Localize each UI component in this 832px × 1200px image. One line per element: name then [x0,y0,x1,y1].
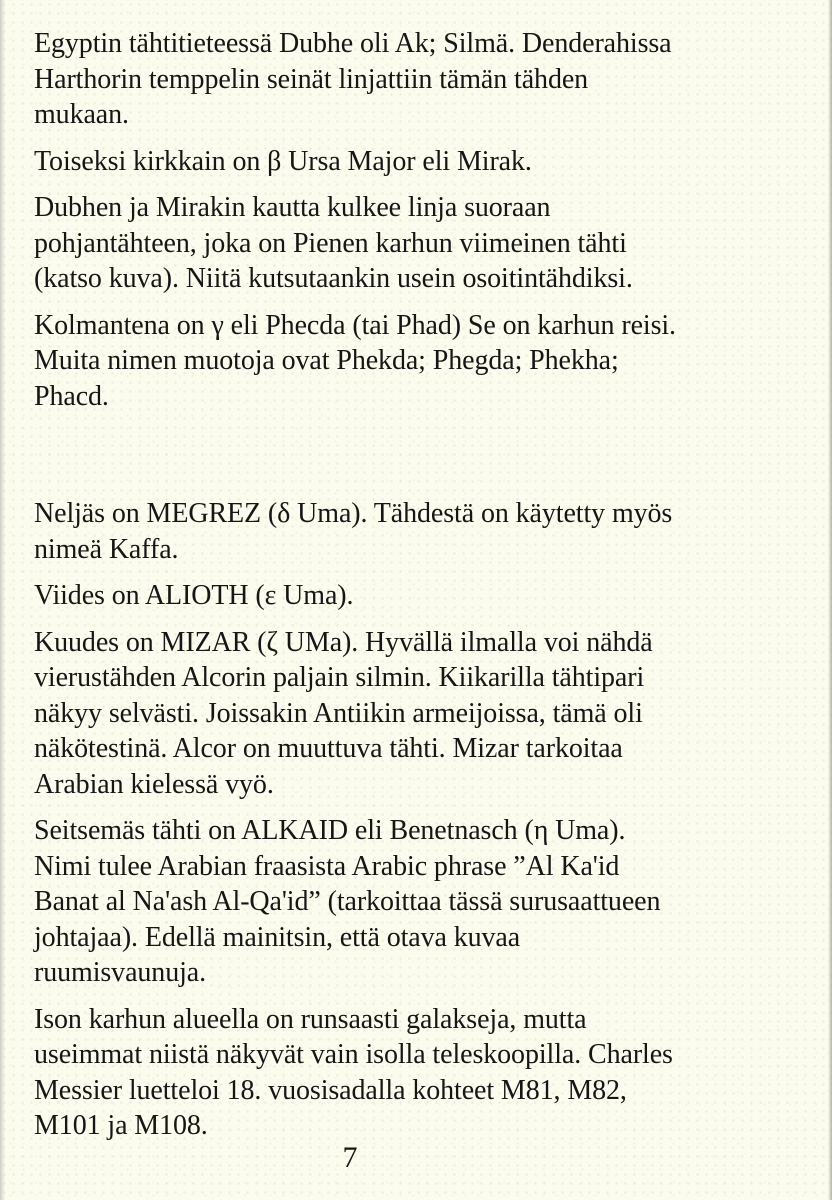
text-line: Ison karhun alueella on runsaasti galakseja, mutta [34,1003,587,1035]
paragraph-galaxies [34,1002,814,1144]
text-line: ruumisvaunuja. [34,957,207,988]
text-line: näkyy selvästi. Joissakin Antiikin armeijoissa, tämä oli [34,697,643,729]
text-line: Egyptin tähtitieteessä Dubhe oli Ak; Silmä. Denderahissa [34,28,672,59]
page-number: 7 [342,1141,358,1174]
text-line: Banat al Na'ash Al-Qa'id” (tarkoittaa tässä surusaattueen [34,886,661,917]
text-line: Kolmantena on γ eli Phecda (tai Phad) Se on karhun reisi. [34,309,676,341]
paragraph-pointer-stars [34,190,814,297]
paragraph-mirak [34,144,814,180]
text-line: Arabian kielessä vyö. [34,768,274,800]
scan-edge-left [0,0,5,1200]
text-line: (katso kuva). Niitä kutsutaankin usein osoitintähdiksi. [34,263,633,294]
text-line: mukaan. [34,99,129,130]
text-line: Kuudes on MIZAR (ζ UMa). Hyvällä ilmalla voi nähdä [34,626,653,658]
text-line: johtajaa). Edellä mainitsin, että otava kuvaa [34,921,521,953]
text-line: näkötestinä. Alcor on muuttuva tähti. Mizar tarkoitaa [34,733,623,764]
text-line: Muita nimen muotoja ovat Phekda; Phegda; Phekha; [34,345,619,376]
paragraph-megrez [34,496,814,567]
text-line: vierustähden Alcorin paljain silmin. Kiikarilla tähtipari [34,662,645,693]
paragraph-alioth [34,578,814,614]
text-line: useimmat niistä näkyvät vain isolla teleskoopilla. Charles [34,1039,673,1070]
paragraph-alkaid [34,813,814,991]
text-line: M101 ja M108. [34,1110,208,1141]
text-line: pohjantähteen, joka on Pienen karhun viimeinen tähti [34,227,627,259]
text-line: Dubhen ja Mirakin kautta kulkee linja suoraan [34,192,551,223]
text-line: Neljäs on MEGREZ (δ Uma). Tähdestä on käytetty myös [34,498,673,529]
paragraph-phecda [34,308,814,415]
text-line: Nimi tulee Arabian fraasista Arabic phrase ”Al Ka'id [34,850,620,882]
text-line: Phacd. [34,380,109,412]
text-line: Toiseksi kirkkain on β Ursa Major eli Mirak. [34,145,532,177]
text-line: nimeä Kaffa. [34,533,179,565]
paragraph-spacer [34,425,814,496]
text-line: Messier luetteloi 18. vuosisadalla kohteet M81, M82, [34,1074,627,1106]
paragraph-dubhe-egypt [34,26,814,133]
scan-edge-right [828,0,832,1200]
text-line: Harthorin temppelin seinät linjattiin tämän tähden [34,63,589,95]
body-text [34,26,814,1155]
text-line: Seitsemäs tähti on ALKAID eli Benetnasch (η Uma). [34,815,626,846]
paragraph-mizar [34,625,814,803]
text-line: Viides on ALIOTH (ε Uma). [34,580,354,611]
